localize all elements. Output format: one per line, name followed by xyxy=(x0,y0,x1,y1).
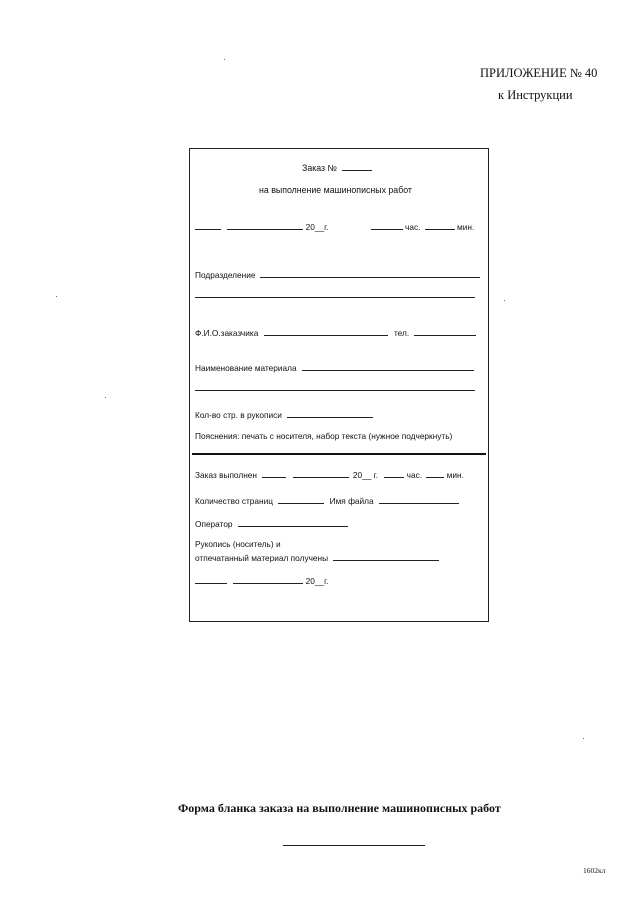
page-count-label: Количество страниц xyxy=(195,496,274,506)
scan-speck xyxy=(105,397,106,398)
scan-speck xyxy=(224,59,225,60)
day-blank xyxy=(195,220,221,230)
instruction-reference: к Инструкции xyxy=(498,88,573,102)
done-hours-label: час. xyxy=(406,470,423,480)
received-date-row xyxy=(195,574,328,586)
scan-speck xyxy=(583,738,584,739)
department-blank xyxy=(260,268,480,278)
order-subtitle: на выполнение машинописных работ xyxy=(259,185,412,195)
explanation-text: Пояснения: печать с носителя, набор текста (нужное подчеркнуть) xyxy=(195,431,453,441)
hours-label: час. xyxy=(405,222,421,232)
customer-name-blank xyxy=(264,326,388,336)
done-minutes-blank xyxy=(426,468,444,478)
pages-blank xyxy=(287,408,373,418)
material-name-blank xyxy=(302,361,474,371)
done-hours-blank xyxy=(384,468,404,478)
order-done-row xyxy=(195,468,464,480)
signature-line xyxy=(283,845,425,846)
page-count-blank xyxy=(278,494,324,504)
received-row xyxy=(195,551,439,563)
done-year: 20__ г. xyxy=(352,470,379,480)
received-year: 20__г. xyxy=(305,576,329,586)
month-blank xyxy=(227,220,303,230)
department-label: Подразделение xyxy=(195,270,256,280)
order-title: Заказ № xyxy=(302,163,337,173)
year-suffix: 20__г. xyxy=(305,222,329,232)
done-minutes-label: мин. xyxy=(446,470,464,480)
minutes-blank xyxy=(425,220,455,230)
page-count-row xyxy=(195,494,459,506)
material-name-label: Наименование материала xyxy=(195,363,297,373)
order-done-label: Заказ выполнен xyxy=(195,470,257,480)
order-title-row xyxy=(302,161,372,173)
customer-row xyxy=(195,326,476,338)
file-name-blank xyxy=(379,494,459,504)
material-line-2 xyxy=(195,390,475,391)
department-line-2 xyxy=(195,297,475,298)
appendix-number: ПРИЛОЖЕНИЕ № 40 xyxy=(480,66,598,80)
scan-speck xyxy=(56,296,57,297)
phone-blank xyxy=(414,326,476,336)
customer-name-label: Ф.И.О.заказчика xyxy=(195,328,259,338)
pages-label: Кол-во стр. в рукописи xyxy=(195,410,282,420)
phone-label: тел. xyxy=(393,328,410,338)
received-day-blank xyxy=(195,574,227,584)
minutes-label: мин. xyxy=(457,222,475,232)
done-month-blank xyxy=(293,468,349,478)
section-divider xyxy=(192,453,486,455)
done-day-blank xyxy=(262,468,286,478)
operator-row xyxy=(195,517,348,529)
pages-row xyxy=(195,408,373,420)
operator-blank xyxy=(238,517,348,527)
received-month-blank xyxy=(233,574,303,584)
department-row xyxy=(195,268,480,280)
footer-code: 1602кл xyxy=(583,866,606,875)
file-name-label: Имя файла xyxy=(329,496,374,506)
received-label: отпечатанный материал получены xyxy=(195,553,329,563)
date-time-row xyxy=(195,220,474,232)
received-line-1: Рукопись (носитель) и xyxy=(195,539,281,549)
order-form xyxy=(189,148,489,622)
received-blank xyxy=(333,551,439,561)
order-number-blank xyxy=(342,161,372,171)
hours-blank xyxy=(371,220,403,230)
material-row xyxy=(195,361,474,373)
scan-speck xyxy=(504,300,505,301)
form-caption: Форма бланка заказа на выполнение машинописных работ xyxy=(178,801,501,815)
operator-label: Оператор xyxy=(195,519,233,529)
